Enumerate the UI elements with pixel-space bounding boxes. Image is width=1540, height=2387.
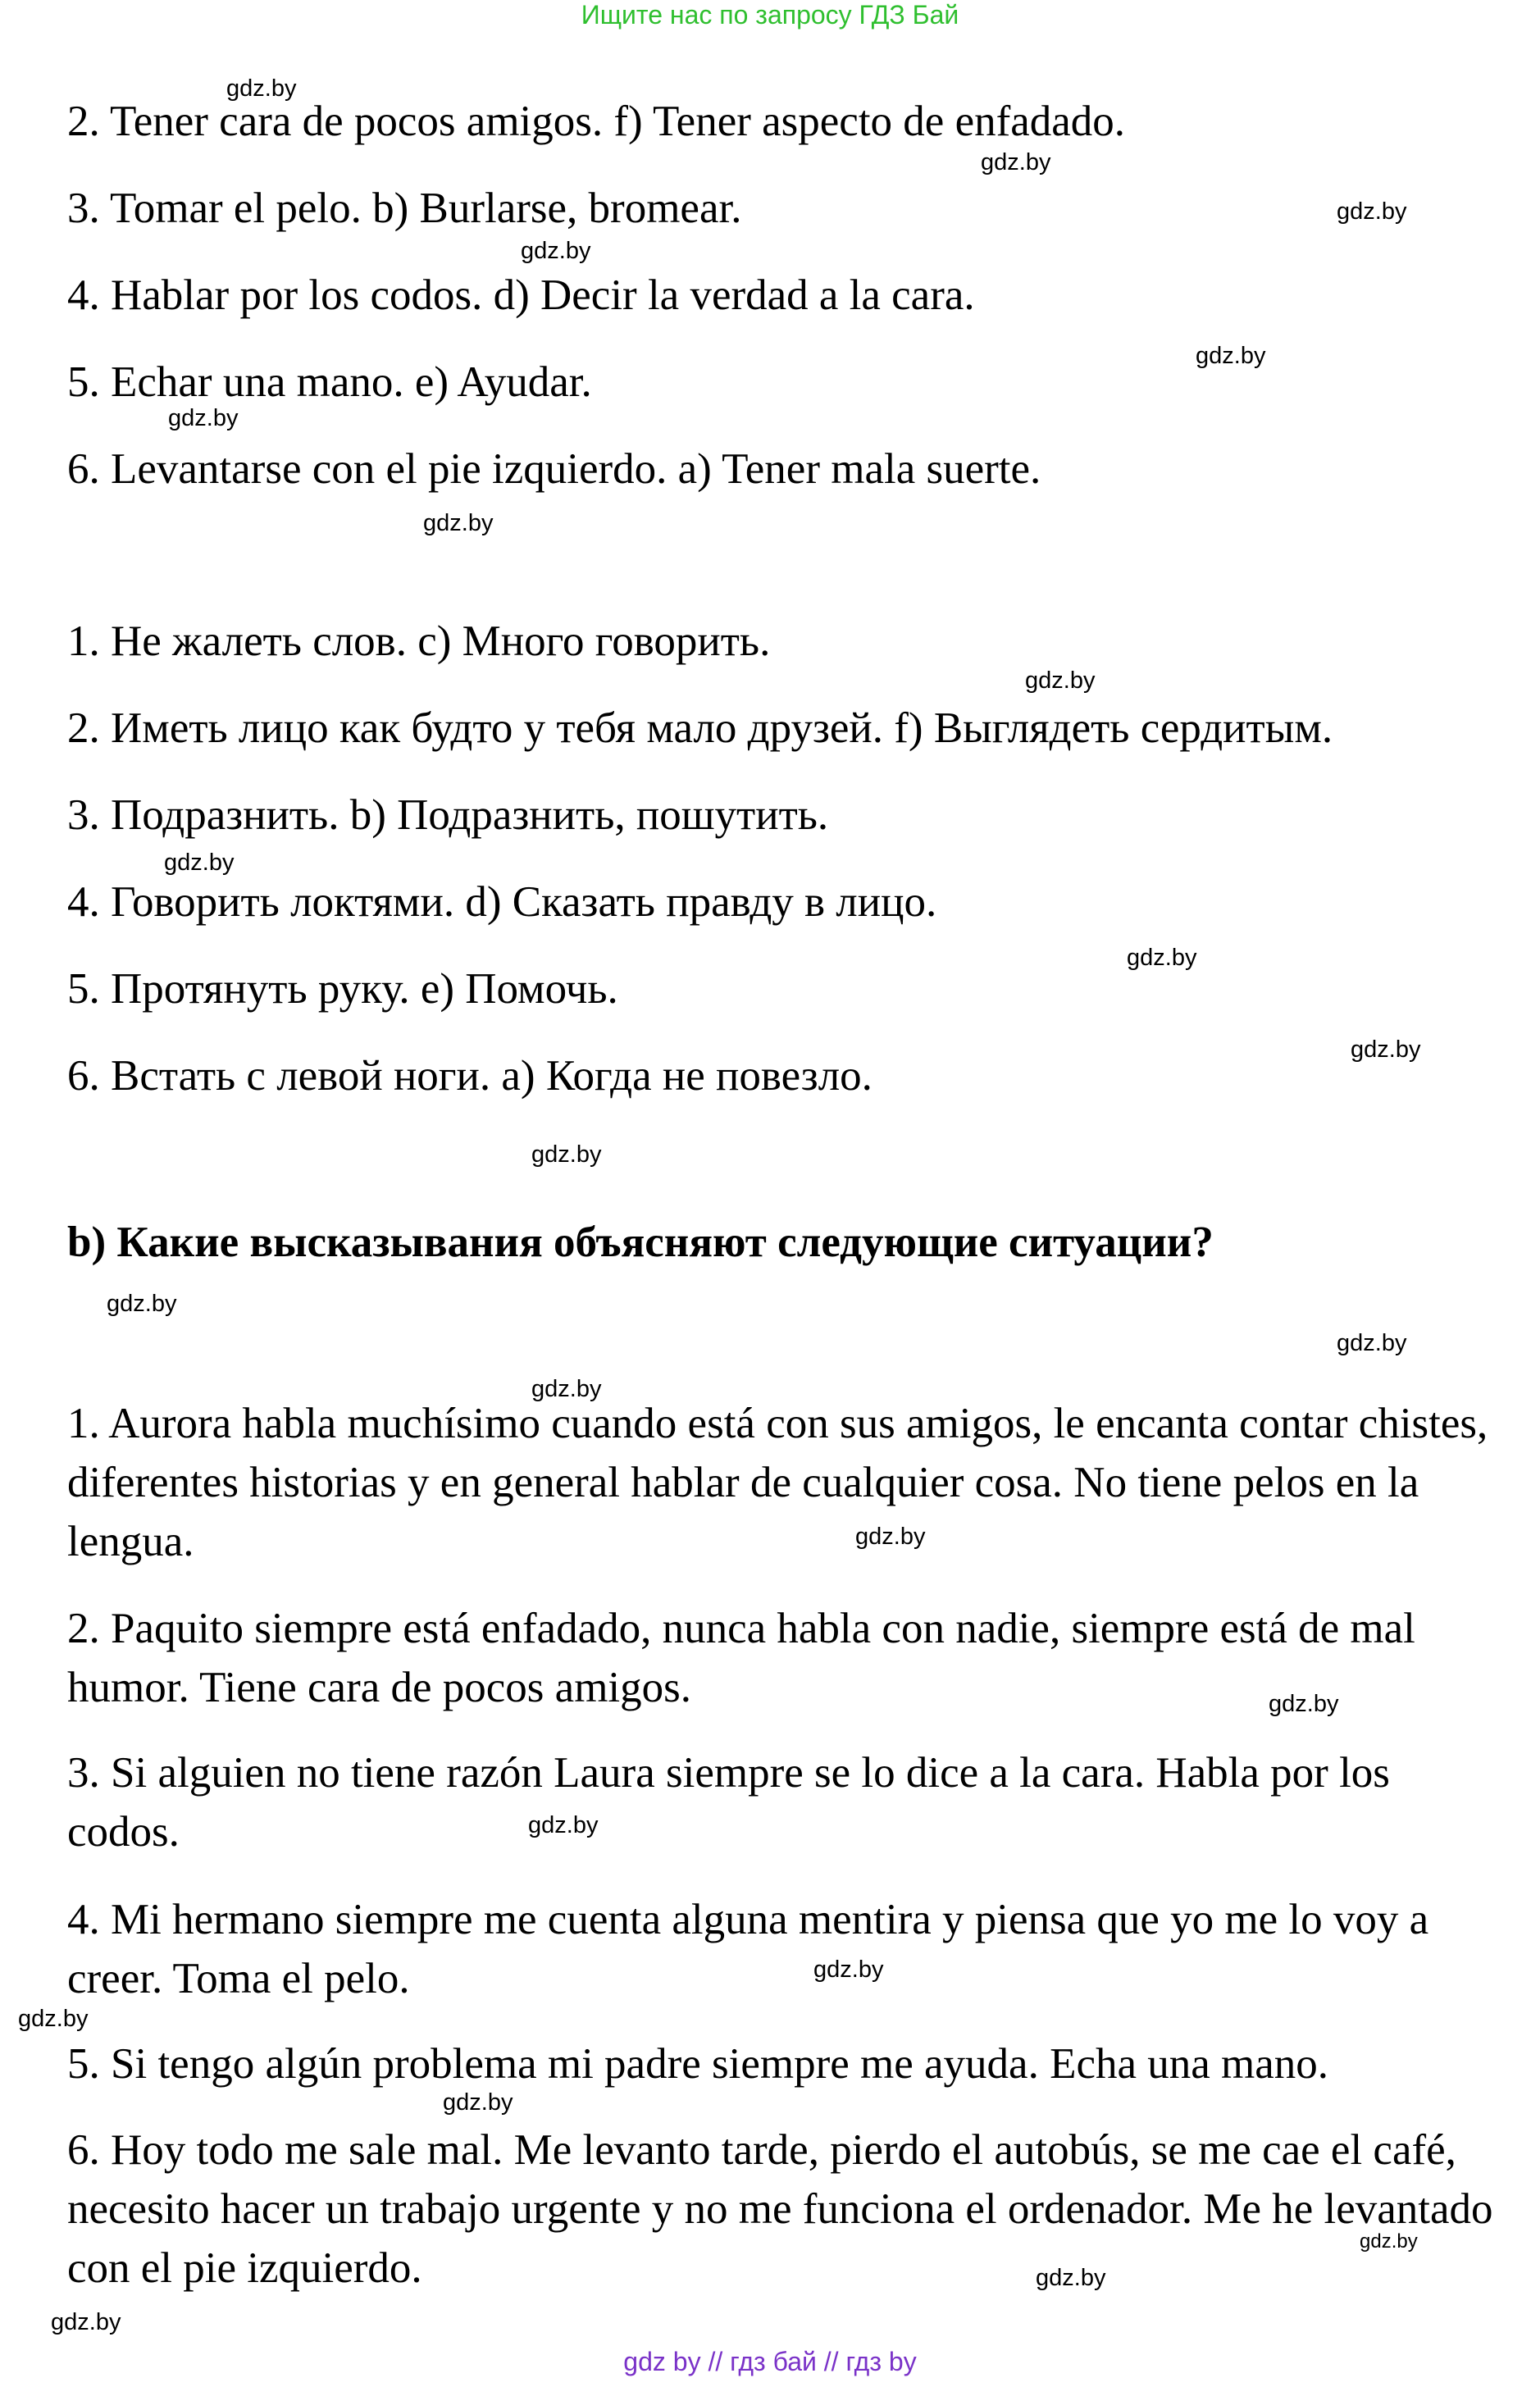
watermark: gdz.by — [1196, 343, 1266, 369]
spanish-pair-2: 2. Tener cara de pocos amigos. f) Tener aspecto de enfadado. — [67, 98, 1126, 145]
situation-5: 5. Si tengo algún problema mi padre siempre me ayuda. Echa una mano. — [67, 2040, 1329, 2088]
watermark: gdz.by — [51, 2309, 121, 2335]
situation-6: 6. Hoy todo me sale mal. Me levanto tarde, pierdo el autobús, se me cae el café, necesito hacer un trabajo urgente y no me funciona el ordenador. Me he levantado con el pie izquierdo. — [67, 2126, 1493, 2292]
russian-pair-5: 5. Протянуть руку. e) Помочь. — [67, 965, 618, 1013]
russian-pair-6: 6. Встать с левой ноги. a) Когда не повезло. — [67, 1052, 873, 1100]
watermark: gdz.by — [1269, 1691, 1339, 1717]
watermark: gdz.by — [1127, 945, 1197, 971]
russian-pair-3: 3. Подразнить. b) Подразнить, пошутить. — [67, 791, 829, 839]
russian-pair-2: 2. Иметь лицо как будто у тебя мало друзей. f) Выглядеть сердитым. — [67, 704, 1333, 752]
watermark: gdz.by — [164, 850, 235, 876]
watermark: gdz.by — [531, 1141, 602, 1168]
watermark: gdz.by — [107, 1291, 177, 1317]
section-b-heading: b) Какие высказывания объясняют следующие ситуации? — [67, 1219, 1214, 1266]
situation-1: 1. Aurora habla muchísimo cuando está con sus amigos, le encanta contar chistes, diferentes historias y en general hablar de cualquier cosa. No tiene pelos en la lengua. — [67, 1400, 1488, 1565]
situation-3: 3. Si alguien no tiene razón Laura siempre se lo dice a la cara. Habla por los codos. — [67, 1749, 1390, 1856]
watermark: gdz.by — [226, 75, 297, 102]
watermark: gdz.by — [1337, 1330, 1407, 1356]
footer-links: gdz by // гдз бай // гдз by — [623, 2347, 917, 2376]
watermark: gdz.by — [531, 1376, 602, 1402]
russian-pair-4: 4. Говорить локтями. d) Сказать правду в лицо. — [67, 878, 937, 926]
watermark: gdz.by — [1351, 1036, 1421, 1063]
watermark: gdz.by — [1025, 667, 1096, 694]
spanish-pair-6: 6. Levantarse con el pie izquierdo. a) Tener mala suerte. — [67, 445, 1041, 493]
watermark: gdz.by — [1337, 198, 1407, 225]
watermark: gdz.by — [443, 2089, 513, 2116]
watermark: gdz.by — [521, 238, 591, 264]
situation-2: 2. Paquito siempre está enfadado, nunca habla con nadie, siempre está de mal humor. Tiene cara de pocos amigos. — [67, 1605, 1415, 1711]
spanish-pair-3: 3. Tomar el pelo. b) Burlarse, bromear. — [67, 184, 742, 232]
watermark: gdz.by — [1036, 2265, 1106, 2291]
watermark: gdz.by — [1360, 2230, 1418, 2253]
watermark: gdz.by — [423, 510, 494, 536]
russian-pair-1: 1. Не жалеть слов. c) Много говорить. — [67, 617, 771, 665]
watermark: gdz.by — [18, 2006, 89, 2032]
spanish-pair-4: 4. Hablar por los codos. d) Decir la verdad a la cara. — [67, 271, 975, 319]
spanish-pair-5: 5. Echar una mano. e) Ayudar. — [67, 358, 592, 406]
watermark: gdz.by — [981, 149, 1051, 175]
top-banner: Ищите нас по запросу ГДЗ Бай — [581, 0, 959, 30]
watermark: gdz.by — [528, 1812, 599, 1838]
watermark: gdz.by — [168, 405, 239, 431]
situation-4: 4. Mi hermano siempre me cuenta alguna mentira y piensa que yo me lo voy a creer. Toma el pelo. — [67, 1896, 1429, 2002]
watermark: gdz.by — [855, 1524, 926, 1550]
watermark: gdz.by — [813, 1957, 884, 1983]
